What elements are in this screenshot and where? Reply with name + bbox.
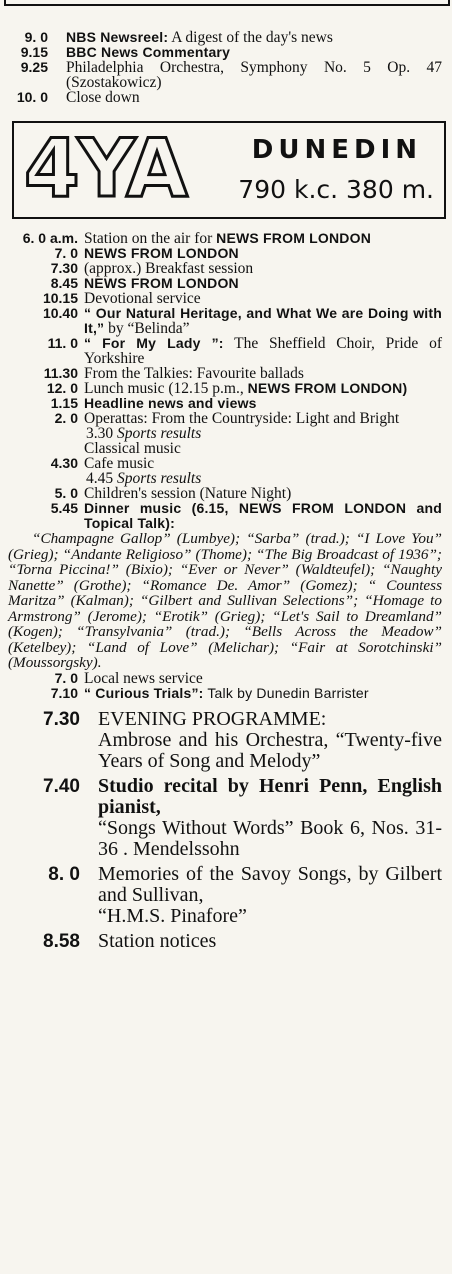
listing-row xyxy=(0,501,452,531)
listing-body xyxy=(84,411,452,456)
listing-time: 9.25 xyxy=(20,59,48,75)
listing-row xyxy=(0,30,452,45)
listing-time: 1.15 xyxy=(50,395,78,411)
evening-body xyxy=(98,931,452,952)
listing-title: Headline news and views xyxy=(84,395,257,411)
listing-body xyxy=(84,246,452,261)
listing-time: 2. 0 xyxy=(54,410,78,426)
evening-row xyxy=(0,931,452,952)
listing-row xyxy=(0,381,452,396)
listing-time: 12. 0 xyxy=(46,380,78,396)
station-logo: 4YA xyxy=(24,122,186,215)
listing-body xyxy=(84,381,452,396)
listing-body xyxy=(84,336,452,366)
listing-time: 9. 0 xyxy=(24,29,48,45)
evening-title: Station notices xyxy=(98,929,217,952)
listing-title: NEWS FROM LONDON xyxy=(84,275,239,291)
evening-title: Memories of the Savoy Songs, by Gilbert and Sullivan, xyxy=(98,862,442,906)
listing-text: Talk by Dunedin Barrister xyxy=(203,684,369,701)
listing-subline xyxy=(84,426,442,441)
evening-title: Studio recital by Henri Penn, English pianist, xyxy=(98,774,442,818)
listing-text: A digest of the day's news xyxy=(168,29,333,46)
listing-title: “ Curious Trials”: xyxy=(84,684,204,701)
listing-title: BBC News Commentary xyxy=(66,44,231,60)
listing-text: Station on the air for xyxy=(84,230,217,247)
listing-time: 10. 0 xyxy=(16,89,48,105)
evening-row xyxy=(0,776,452,860)
station-frequency: 790 k.c. 380 m. xyxy=(238,175,434,204)
listing-time: 10.40 xyxy=(42,305,78,321)
listing-time: 10.15 xyxy=(42,290,78,306)
listing-body: Local news service xyxy=(84,669,203,687)
listing-title: NEWS FROM LONDON xyxy=(216,230,372,246)
listing-time: 7.30 xyxy=(50,260,78,276)
evening-body xyxy=(98,709,452,772)
listing-body: (approx.) Breakfast session xyxy=(84,260,254,277)
subline-text: Sports results xyxy=(117,425,202,442)
listing-body xyxy=(84,501,452,531)
listing-text: Lunch music (12.15 p.m., xyxy=(84,380,248,397)
evening-title: EVENING PROGRAMME: xyxy=(98,707,327,730)
listing-time: 7.10 xyxy=(50,684,78,701)
listing-body xyxy=(84,456,452,486)
listing-title: NEWS FROM LONDON xyxy=(84,245,239,261)
listing-body: From the Talkies: Favourite ballads xyxy=(84,365,304,382)
listing-body: Philadelphia Orchestra, Symphony No. 5 Op. 47 (Szostakowicz) xyxy=(66,59,442,91)
listing-row xyxy=(0,291,452,306)
evening-time: 7.40 xyxy=(43,775,80,797)
listing-row xyxy=(0,60,452,90)
listing-body xyxy=(84,396,452,411)
listing-row xyxy=(0,486,452,501)
listing-row xyxy=(0,231,452,246)
listing-row xyxy=(0,671,452,686)
listing-body: Children's session (Nature Night) xyxy=(84,485,292,502)
listing-time xyxy=(0,231,84,246)
evening-row xyxy=(0,864,452,927)
listing-ampm: a.m. xyxy=(49,230,78,246)
listing-text: by “Belinda” xyxy=(104,320,190,337)
programme-column xyxy=(0,30,452,952)
evening-body xyxy=(98,776,452,860)
top-border-rule xyxy=(4,0,450,6)
listing-title: NEWS FROM LONDON) xyxy=(247,380,408,396)
listing-row xyxy=(0,276,452,291)
listing-title: “ For My Lady ”: xyxy=(84,335,224,351)
listing-text: Cafe music xyxy=(84,455,155,472)
listing-body xyxy=(84,686,452,701)
listing-row xyxy=(0,456,452,486)
listing-title: “ Our Natural Heritage, and What We are Doing with It,” xyxy=(84,305,442,336)
listing-body: Close down xyxy=(66,89,140,106)
listing-body xyxy=(84,306,452,336)
evening-details: “Songs Without Words” Book 6, Nos. 31-36 . Mendelssohn xyxy=(98,816,442,860)
station-banner xyxy=(12,121,446,219)
listing-body xyxy=(66,30,452,45)
evening-time: 7.30 xyxy=(43,708,80,730)
evening-details: “H.M.S. Pinafore” xyxy=(98,904,247,927)
listing-time: 8.45 xyxy=(50,275,78,291)
listing-row xyxy=(0,90,452,105)
listing-time: 11.30 xyxy=(43,365,78,381)
listing-row xyxy=(0,306,452,336)
listing-row xyxy=(0,261,452,276)
station-city: DUNEDIN xyxy=(251,135,422,165)
listing-body xyxy=(66,45,452,60)
listing-subline xyxy=(84,471,442,486)
listing-title: Dinner music (6.15, NEWS FROM LONDON and Topical Talk): xyxy=(84,500,442,531)
listing-time: 7. 0 xyxy=(54,669,78,686)
listing-time: 5.45 xyxy=(50,500,78,516)
subline-text: Sports results xyxy=(117,470,202,487)
listing-time: 4.30 xyxy=(50,455,78,471)
listing-row xyxy=(0,366,452,381)
evening-time: 8. 0 xyxy=(48,863,80,885)
listing-title: NBS Newsreel: xyxy=(66,29,169,45)
evening-details: Ambrose and his Orchestra, “Twenty-five Years of Song and Melody” xyxy=(98,728,442,772)
listing-text: The Sheffield Choir, Pride of Yorkshire xyxy=(84,335,442,367)
listing-time: 9.15 xyxy=(20,44,48,60)
listing-subline: Classical music xyxy=(84,440,181,457)
listing-row xyxy=(0,45,452,60)
dinner-music-list: “Champagne Gallop” (Lumbye); “Sarba” (trad.); “I Love You” (Grieg); “Andante Religioso” (Thome); “The Big Broadcast of 1936”; “Torna Piccina!” (Bixio); “Ever or Never” (Waldteufel); “Naughty Nanette” (Grothe); “Romance De. Amor” (Gomez); “ Countess Maritza” (Kalman); “Gilbert and Sullivan Selections”; “Homage to Armstrong” (Jerome); “Erotik” (Grieg); “Let's Sail to Dreamland” (Kogen); “Transylvania” (trad.); “Bells Across the Meadow” (Ketelbey); “Land of Love” (Melichar); “Fair at Sorotchinski” (Moussorgsky). xyxy=(8,530,442,671)
listing-text: Operattas: From the Countryside: Light and Bright xyxy=(84,410,400,427)
evening-body xyxy=(98,864,452,927)
evening-row xyxy=(0,709,452,772)
listing-time-value: 6. 0 xyxy=(22,230,47,246)
listing-body: Devotional service xyxy=(84,290,201,307)
listing-body xyxy=(84,276,452,291)
listing-row xyxy=(0,336,452,366)
listing-row xyxy=(0,686,452,701)
listing-time: 5. 0 xyxy=(54,485,78,501)
listing-time: 7. 0 xyxy=(54,245,78,261)
subline-time: 4.45 xyxy=(86,470,114,487)
listing-time: 11. 0 xyxy=(47,335,78,351)
subline-time: 3.30 xyxy=(86,425,114,442)
listing-row xyxy=(0,396,452,411)
listing-row xyxy=(0,411,452,456)
listing-row xyxy=(0,246,452,261)
listing-body xyxy=(84,231,452,246)
evening-time: 8.58 xyxy=(43,930,80,952)
